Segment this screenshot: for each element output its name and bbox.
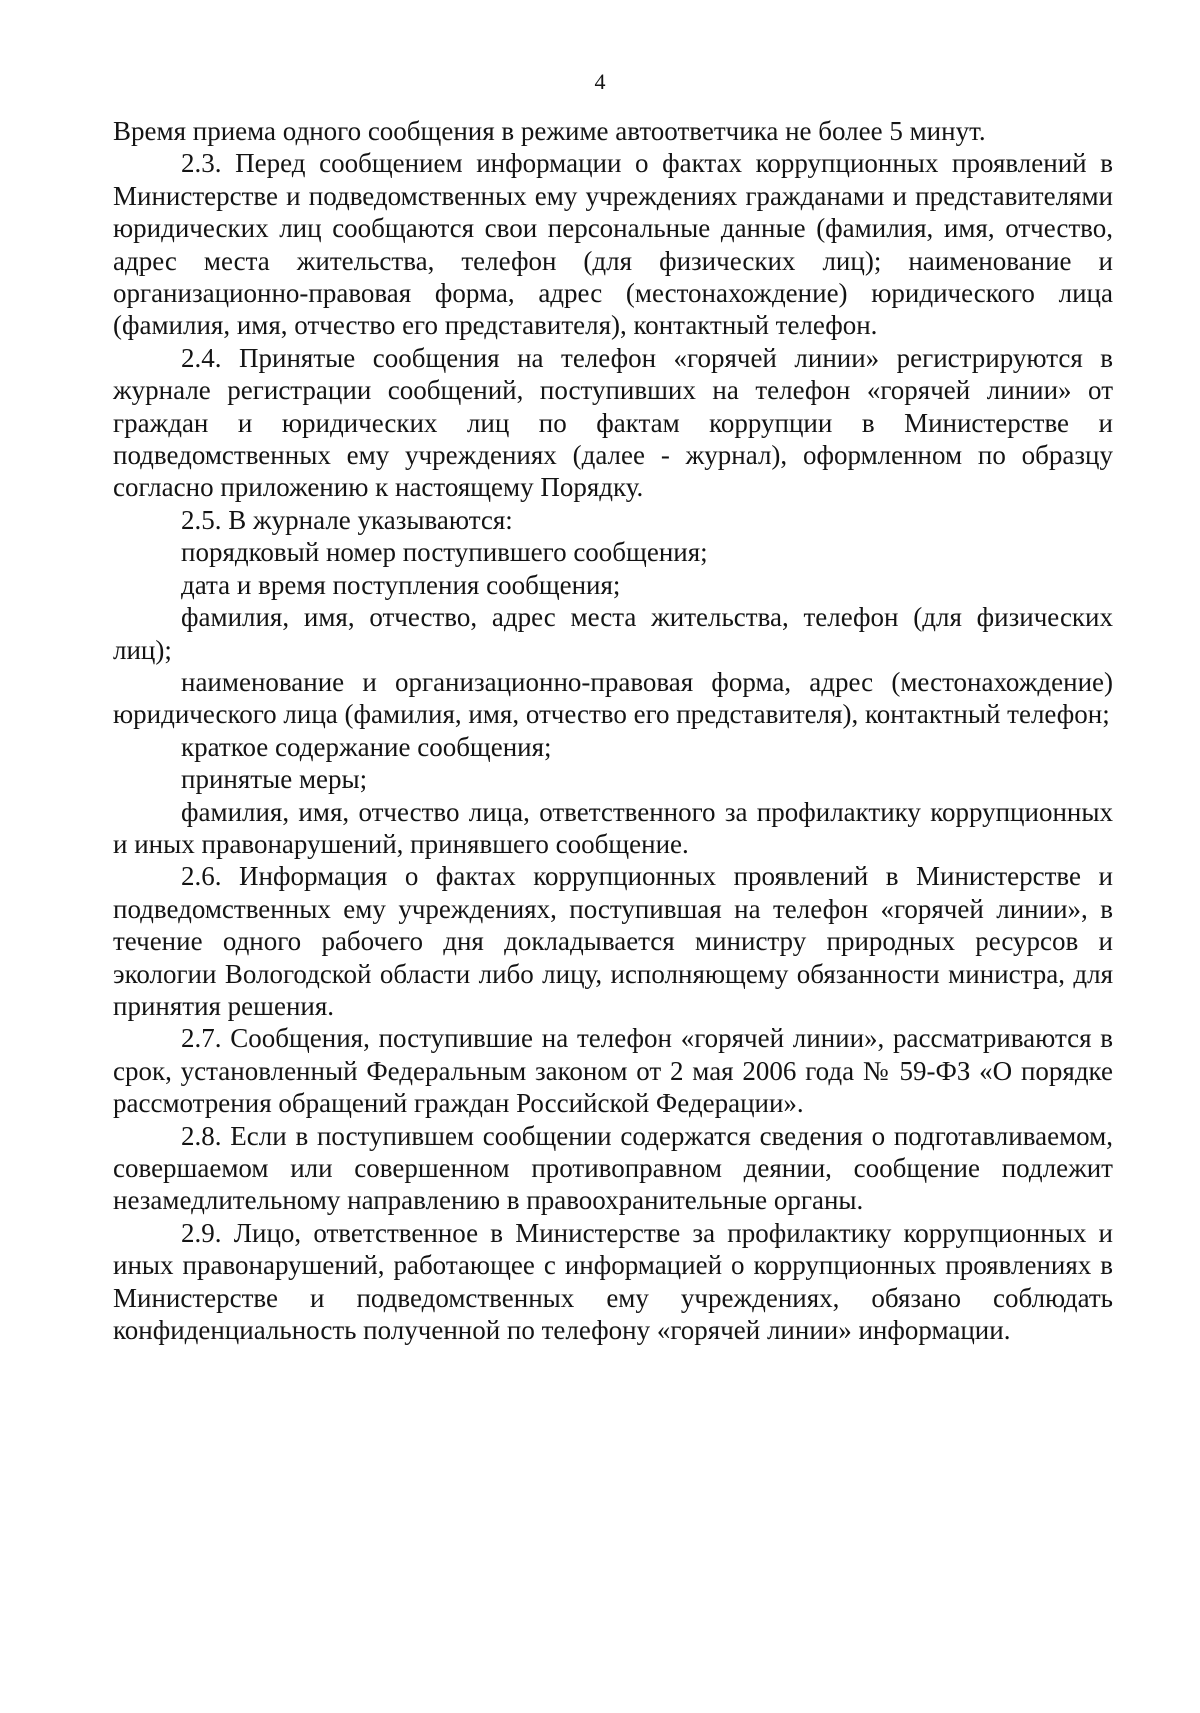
document-body [113, 115, 1113, 1346]
list-item: фамилия, имя, отчество лица, ответственного за профилактику коррупционных и иных правонарушений, принявшего сообщение. [113, 796, 1113, 859]
page-number: 4 [594, 69, 606, 94]
paragraph-2-6: 2.6. Информация о фактах коррупционных проявлений в Министерстве и подведомственных ему учреждениях, поступившая на телефон «горячей линии», в течение одного рабочего дня докладывается министру природных ресурсов и экологии Вологодской области либо лицу, исполняющему обязанности министра, для принятия решения. [113, 861, 1113, 1021]
paragraph-2-4: 2.4. Принятые сообщения на телефон «горячей линии» регистрируются в журнале регистрации сообщений, поступивших на телефон «горячей линии» от граждан и юридических лиц по фактам коррупции в Министерстве и подведомственных ему учреждениях (далее - журнал), оформленном по образцу согласно приложению к настоящему Порядку. [113, 342, 1113, 503]
paragraph-2-3: 2.3. Перед сообщением информации о фактах коррупционных проявлений в Министерстве и подведомственных ему учреждениях гражданами и представителями юридических лиц сообщаются свои персональные данные (фамилия, имя, отчество, адрес места жительства, телефон (для физических лиц); наименование и организационно-правовая форма, адрес (местонахождение) юридического лица (фамилия, имя, отчество его представителя), контактный телефон. [113, 148, 1113, 341]
list-item: принятые меры; [181, 764, 368, 795]
paragraph-2-9: 2.9. Лицо, ответственное в Министерстве за профилактику коррупционных и иных правонарушений, работающее с информацией о коррупционных проявлениях в Министерстве и подведомственных ему учреждениях, обязано соблюдать конфиденциальность полученной по телефону «горячей линии» информации. [113, 1217, 1113, 1346]
paragraph-2-7: 2.7. Сообщения, поступившие на телефон «горячей линии», рассматриваются в срок, установленный Федеральным законом от 2 мая 2006 года № 59-ФЗ «О порядке рассмотрения обращений граждан Российской Федерации». [113, 1023, 1113, 1119]
list-item: порядковый номер поступившего сообщения; [181, 537, 708, 568]
paragraph-2-8: 2.8. Если в поступившем сообщении содержатся сведения о подготавливаемом, совершаемом или совершенном противоправном деянии, сообщение подлежит незамедлительному направлению в правоохранительные органы. [113, 1120, 1113, 1216]
paragraph-continuation: Время приема одного сообщения в режиме автоответчика не более 5 минут. [113, 116, 986, 146]
list-item: наименование и организационно-правовая форма, адрес (местонахождение) юридического лица (фамилия, имя, отчество его представителя), контактный телефон; [113, 666, 1113, 730]
paragraph-2-5: 2.5. В журнале указываются: [181, 504, 513, 535]
list-item: фамилия, имя, отчество, адрес места жительства, телефон (для физических лиц); [113, 602, 1113, 665]
list-item: дата и время поступления сообщения; [181, 569, 621, 600]
list-item: краткое содержание сообщения; [181, 731, 552, 762]
